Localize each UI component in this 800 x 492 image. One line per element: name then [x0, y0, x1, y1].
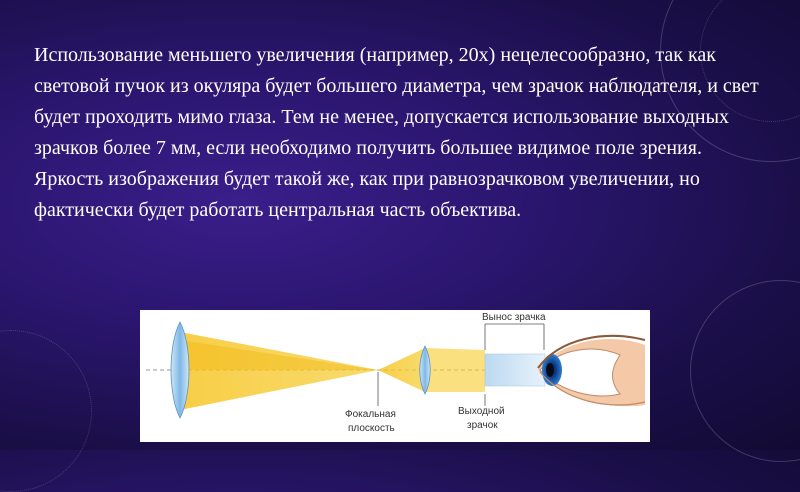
optical-path-svg [140, 310, 650, 442]
label-eye-relief: Вынос зрачка [482, 312, 546, 323]
exit-pupil-beam [485, 354, 545, 386]
light-beam-cross-1 [180, 340, 378, 370]
slide-body-text: Использование меньшего увеличения (например, 20х) нецелесообразно, так как световой пучок из окуляра будет большего диаметра, чем зрачок наблюдателя, и свет будет проходить мимо глаза. Тем не менее, допускается использование выходных зрачков более 7 мм, если необходимо получить большее видимое поле зрения. Яркость изображения будет такой же, как при равнозрачковом увеличении, но фактически будет работать центральная часть объектива. [34, 44, 759, 221]
decor-circle-bottom-right [690, 280, 800, 462]
light-beam-diverging [378, 348, 425, 392]
label-exit-pupil-1: Выходной [458, 406, 505, 417]
label-focal-plane-1: Фокальная [345, 409, 396, 420]
label-focal-plane-2: плоскость [348, 423, 395, 434]
label-exit-pupil-2: зрачок [467, 420, 498, 431]
light-beam-converging [180, 332, 378, 410]
eye-illustration [538, 336, 645, 406]
decor-circle-bottom-left [0, 330, 92, 492]
telescope-diagram [140, 310, 650, 442]
light-beam-exit [425, 348, 485, 392]
